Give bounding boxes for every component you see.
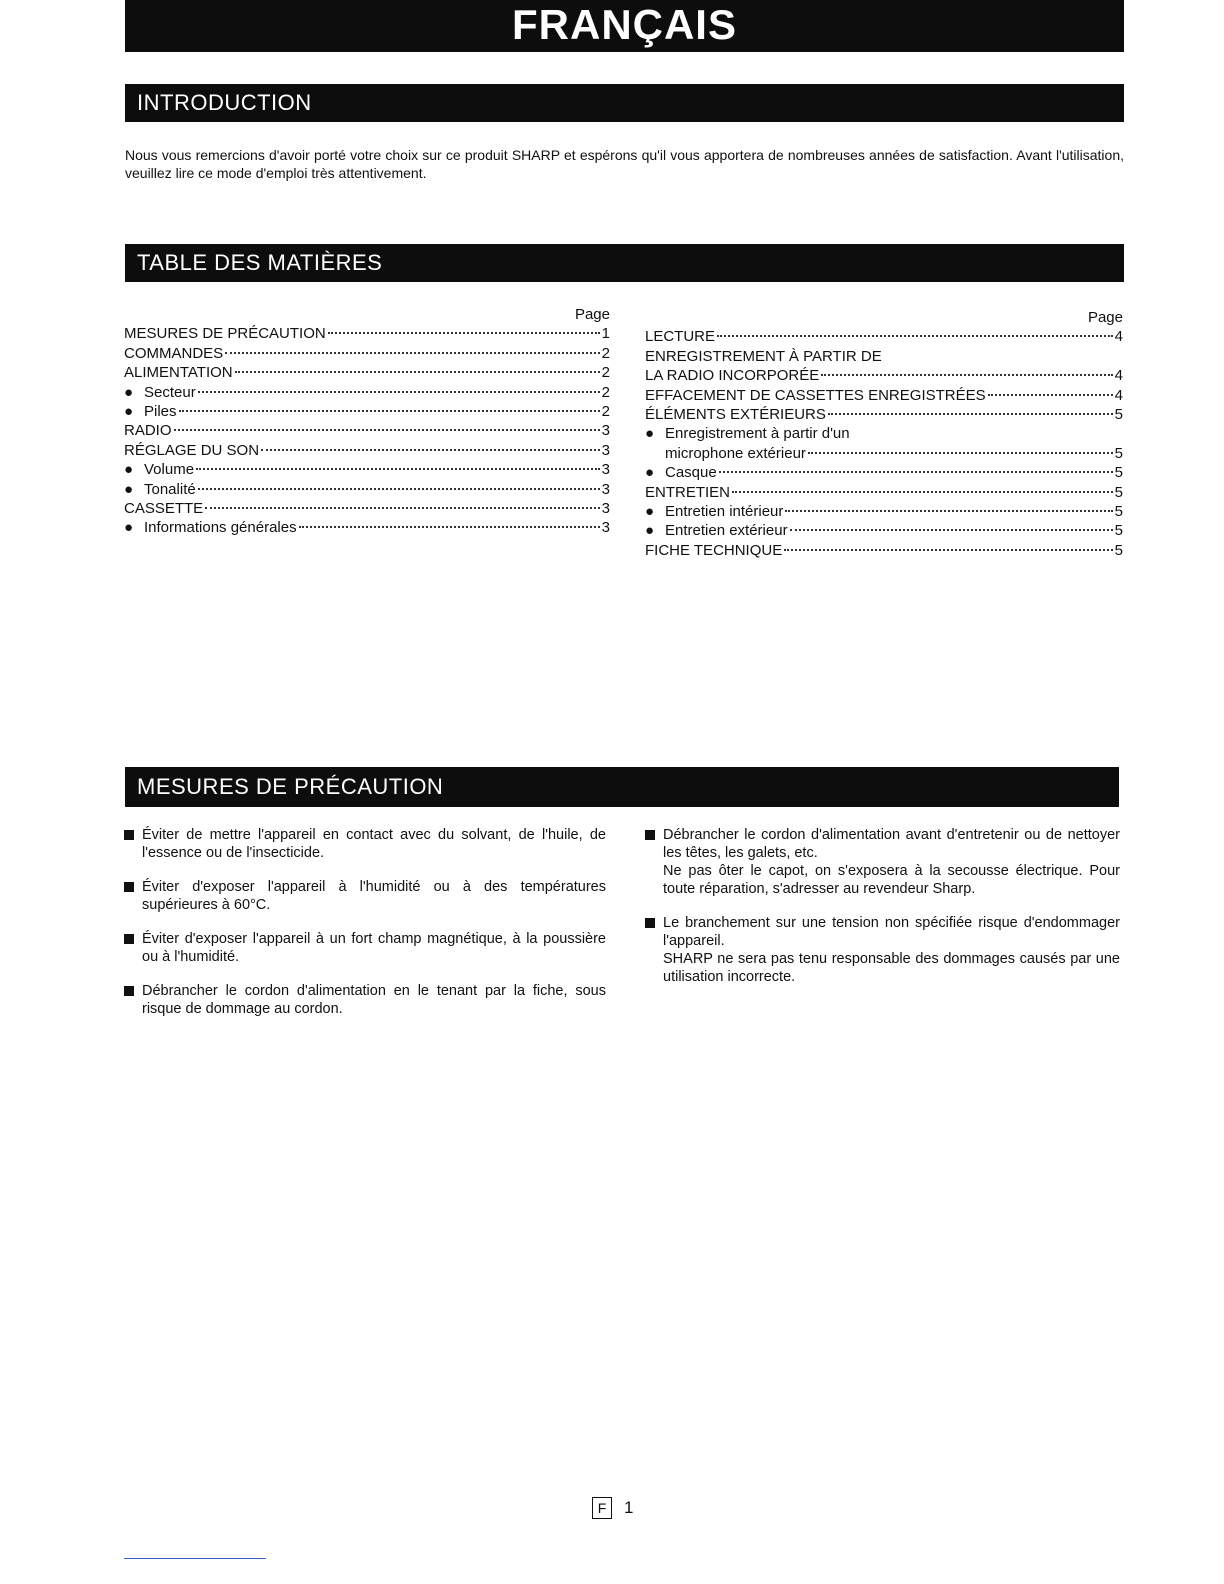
bullet-icon: ● <box>124 383 134 401</box>
toc-sub-entry: ● Entretien intérieur 5 <box>645 503 1123 521</box>
square-bullet-icon <box>645 918 655 928</box>
toc-sub-entry: ● Informations générales 3 <box>124 519 610 537</box>
bullet-icon: ● <box>124 461 134 479</box>
toc-sub-entry: microphone extérieur 5 <box>665 444 1123 462</box>
toc-left-column <box>124 305 610 538</box>
toc-sub-entry: ● Casque 5 <box>645 464 1123 482</box>
bullet-icon: ● <box>645 464 655 482</box>
page-title: FRANÇAIS <box>125 0 1124 52</box>
toc-sub-entry: ● Volume 3 <box>124 461 610 479</box>
precaution-item: Débrancher le cordon d'alimentation avant d'entretenir ou de nettoyer les têtes, les galets, etc. Ne pas ôter le capot, on s'exposera à la secousse électrique. Pour toute réparation, s'adresser au revendeur Sharp. <box>645 826 1120 898</box>
toc-right-column <box>645 308 1123 560</box>
square-bullet-icon <box>124 830 134 840</box>
toc-page-label: Page <box>1087 309 1123 326</box>
introduction-header: INTRODUCTION <box>125 84 1124 122</box>
toc-entry: LECTURE 4 <box>645 328 1123 346</box>
toc-sub-entry: ● Entretien extérieur 5 <box>645 522 1123 540</box>
precautions-left-column <box>124 826 606 1034</box>
section-letter: F <box>592 1497 612 1519</box>
toc-entry: EFFACEMENT DE CASSETTES ENREGISTRÉES 4 <box>645 386 1123 404</box>
toc-entry: COMMANDES 2 <box>124 344 610 362</box>
precautions-right-column <box>645 826 1120 1002</box>
bullet-icon: ● <box>645 522 655 540</box>
page-number: 1 <box>624 1498 634 1517</box>
toc-header: TABLE DES MATIÈRES <box>125 244 1124 282</box>
toc-entry: CASSETTE 3 <box>124 500 610 518</box>
precaution-header: MESURES DE PRÉCAUTION <box>125 767 1119 807</box>
toc-sub-entry: ● Enregistrement à partir d'un <box>645 425 850 443</box>
toc-entry: ENTRETIEN 5 <box>645 483 1123 501</box>
toc-entry: FICHE TECHNIQUE 5 <box>645 541 1123 559</box>
bullet-icon: ● <box>124 403 134 421</box>
precaution-item: Éviter de mettre l'appareil en contact avec du solvant, de l'huile, de l'essence ou de l'insecticide. <box>124 826 606 862</box>
page-footer <box>592 1497 633 1519</box>
toc-entry: ENREGISTREMENT À PARTIR DE <box>645 347 882 365</box>
toc-entry: LA RADIO INCORPORÉE 4 <box>645 367 1123 385</box>
precaution-item: Débrancher le cordon d'alimentation en le tenant par la fiche, sous risque de dommage au cordon. <box>124 982 606 1018</box>
bullet-icon: ● <box>124 480 134 498</box>
precaution-item: Le branchement sur une tension non spécifiée risque d'endommager l'appareil. SHARP ne sera pas tenu responsable des dommages causés par une utilisation incorrecte. <box>645 914 1120 986</box>
toc-sub-entry: ● Piles 2 <box>124 403 610 421</box>
bullet-icon: ● <box>645 425 655 443</box>
square-bullet-icon <box>124 986 134 996</box>
toc-sub-entry: ● Tonalité 3 <box>124 480 610 498</box>
introduction-text: Nous vous remercions d'avoir porté votre choix sur ce produit SHARP et espérons qu'il vous apportera de nombreuses années de satisfaction. Avant l'utilisation, veuillez lire ce mode d'emploi très attentivement. <box>125 147 1124 181</box>
footer-rule <box>124 1558 266 1559</box>
toc-page-label: Page <box>574 306 610 323</box>
square-bullet-icon <box>124 934 134 944</box>
toc-entry: RÉGLAGE DU SON 3 <box>124 441 610 459</box>
square-bullet-icon <box>124 882 134 892</box>
bullet-icon: ● <box>124 519 134 537</box>
toc-entry: ÉLÉMENTS EXTÉRIEURS 5 <box>645 406 1123 424</box>
toc-entry: MESURES DE PRÉCAUTION 1 <box>124 325 610 343</box>
toc-entry: ALIMENTATION 2 <box>124 364 610 382</box>
precaution-item: Éviter d'exposer l'appareil à un fort champ magnétique, à la poussière ou à l'humidité. <box>124 930 606 966</box>
toc-entry: RADIO 3 <box>124 422 610 440</box>
toc-sub-entry: ● Secteur 2 <box>124 383 610 401</box>
bullet-icon: ● <box>645 503 655 521</box>
square-bullet-icon <box>645 830 655 840</box>
toc-left-list <box>124 324 610 537</box>
precaution-item: Éviter d'exposer l'appareil à l'humidité ou à des températures supérieures à 60°C. <box>124 878 606 914</box>
